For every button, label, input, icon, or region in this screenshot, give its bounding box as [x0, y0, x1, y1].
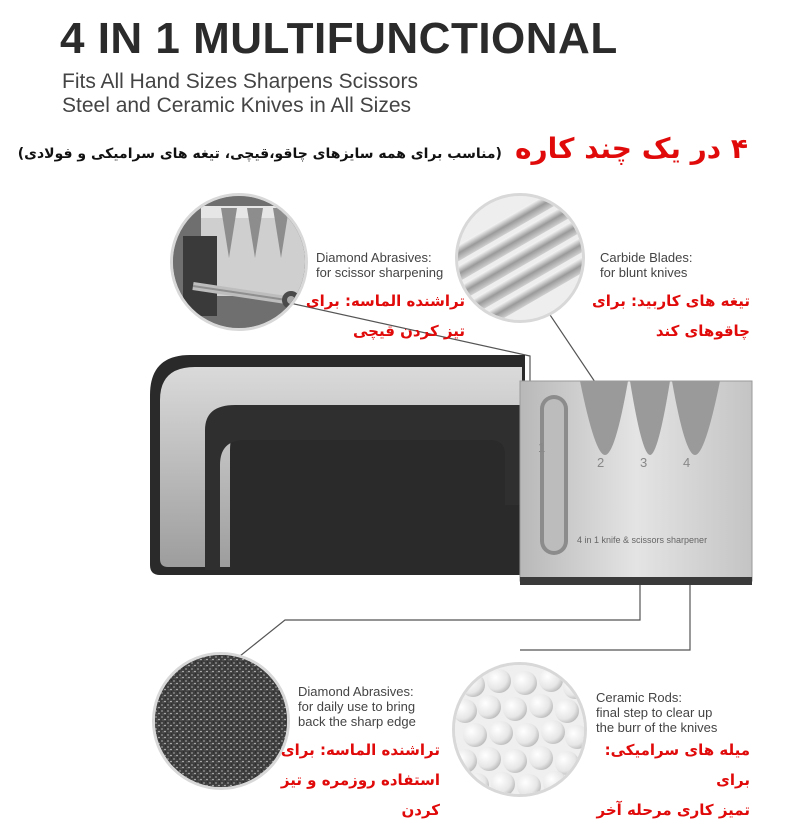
diamond-label-fa: تراشنده الماسه: برای استفاده روزمره و تیز کردن — [280, 741, 440, 819]
subtitle-line-1: Fits All Hand Sizes Sharpens Scissors — [62, 70, 418, 93]
diamond-abrasive-closeup-image — [152, 652, 290, 790]
scissor-closeup-image — [170, 193, 308, 331]
diamond-label-en: Diamond Abrasives: for daily use to bring back the sharp edge — [298, 684, 416, 729]
carbide-label-fa: تیغه های کاربید: برای چاقوهای کند — [591, 292, 750, 340]
slot-number-3: 3 — [640, 455, 648, 470]
subtitle-line-2: Steel and Ceramic Knives in All Sizes — [62, 94, 411, 117]
scissor-label-en: Diamond Abrasives: for scissor sharpening — [316, 250, 444, 280]
persian-title: ۴ در یک چند کاره — [515, 132, 748, 165]
product-engraving: 4 in 1 knife & scissors sharpener — [577, 535, 708, 545]
ceramic-rods-closeup-image — [452, 662, 587, 797]
slot-number-2: 2 — [597, 455, 605, 470]
persian-subtitle: (مناسب برای همه سایزهای چاقو،قیچی، تیغه های سرامیکی و فولادی) — [17, 146, 502, 162]
headline: 4 IN 1 MULTIFUNCTIONAL — [60, 14, 618, 63]
scissor-label-fa: تراشنده الماسه: برای تیز کردن قیچی — [305, 292, 465, 340]
slot-number-4: 4 — [683, 455, 691, 470]
ceramic-label-en: Ceramic Rods: final step to clear up the burr of the knives — [596, 690, 718, 735]
carbide-closeup-image — [455, 193, 585, 323]
carbide-label-en: Carbide Blades: for blunt knives — [600, 250, 693, 280]
sharpener-image — [150, 345, 760, 595]
ceramic-label-fa: میله های سرامیکی: برای تمیز کاری مرحله آخر — [596, 741, 750, 819]
slot-number-1: 1 — [538, 440, 546, 455]
